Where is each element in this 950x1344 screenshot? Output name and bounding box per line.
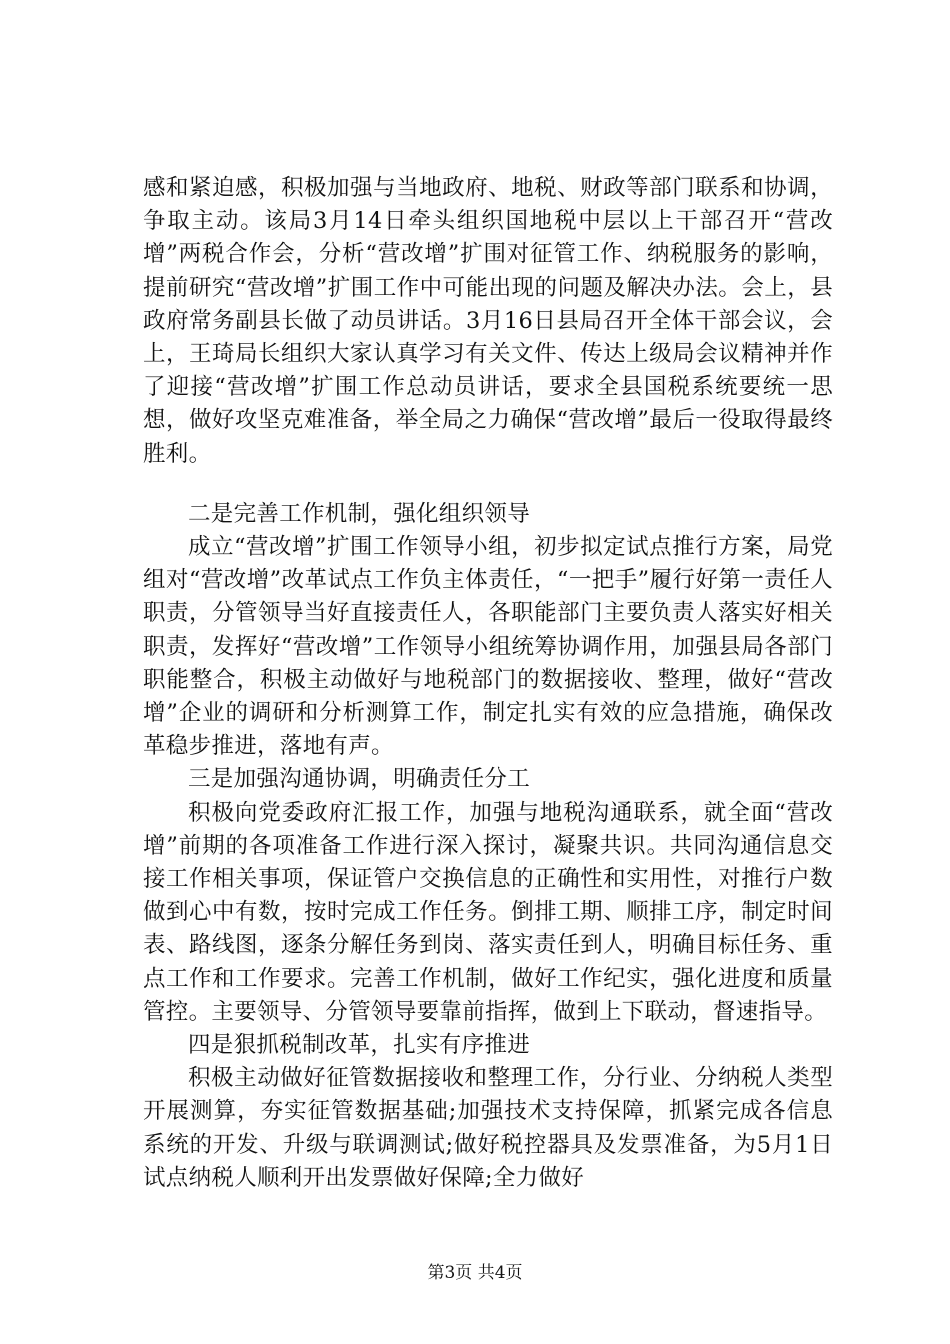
paragraph-section-2: 成立“营改增”扩围工作领导小组，初步拟定试点推行方案，局党组对“营改增”改革试点工作负主体责任，“一把手”履行好第一责任人职责，分管领导当好直接责任人，各职能部门主要负责人落实好相关职责，发挥好“营改增”工作领导小组统筹协调作用，加强县局各部门职能整合，积极主动做好与地税部门的数据接收、整理，做好“营改增”企业的调研和分析测算工作，制定扎实有效的应急措施，确保改革稳步推进，落地有声。	[143, 534, 833, 760]
section-heading-2: 二是完善工作机制，强化组织领导	[188, 500, 531, 527]
document-body	[143, 172, 833, 1195]
page-number-footer: 第3页 共4页	[427, 1263, 523, 1283]
section-heading-4: 四是狠抓税制改革，扎实有序推进	[188, 1032, 531, 1059]
paragraph-section-4: 积极主动做好征管数据接收和整理工作，分行业、分纳税人类型开展测算，夯实征管数据基础;加强技术支持保障，抓紧完成各信息系统的开发、升级与联调测试;做好税控器具及发票准备，为5月1日试点纳税人顺利开出发票做好保障;全力做好	[143, 1065, 833, 1191]
paragraph-continuation: 感和紧迫感，积极加强与当地政府、地税、财政等部门联系和协调，争取主动。该局3月14日牵头组织国地税中层以上干部召开“营改增”两税合作会，分析“营改增”扩围对征管工作、纳税服务的影响，提前研究“营改增”扩围工作中可能出现的问题及解决办法。会上，县政府常务副县长做了动员讲话。3月16日县局召开全体干部会议，会上，王琦局长组织大家认真学习有关文件、传达上级局会议精神并作了迎接“营改增”扩围工作总动员讲话，要求全县国税系统要统一思想，做好攻坚克难准备，举全局之力确保“营改增”最后一役取得最终胜利。	[143, 175, 833, 467]
paragraph-section-3: 积极向党委政府汇报工作，加强与地税沟通联系，就全面“营改增”前期的各项准备工作进行深入探讨，凝聚共识。共同沟通信息交接工作相关事项，保证管户交换信息的正确性和实用性，对推行户数做到心中有数，按时完成工作任务。倒排工期、顺排工序，制定时间表、路线图，逐条分解任务到岗、落实责任到人，明确目标任务、重点工作和工作要求。完善工作机制，做好工作纪实，强化进度和质量管控。主要领导、分管领导要靠前指挥，做到上下联动，督速指导。	[143, 799, 833, 1025]
section-heading-3: 三是加强沟通协调，明确责任分工	[188, 766, 531, 793]
